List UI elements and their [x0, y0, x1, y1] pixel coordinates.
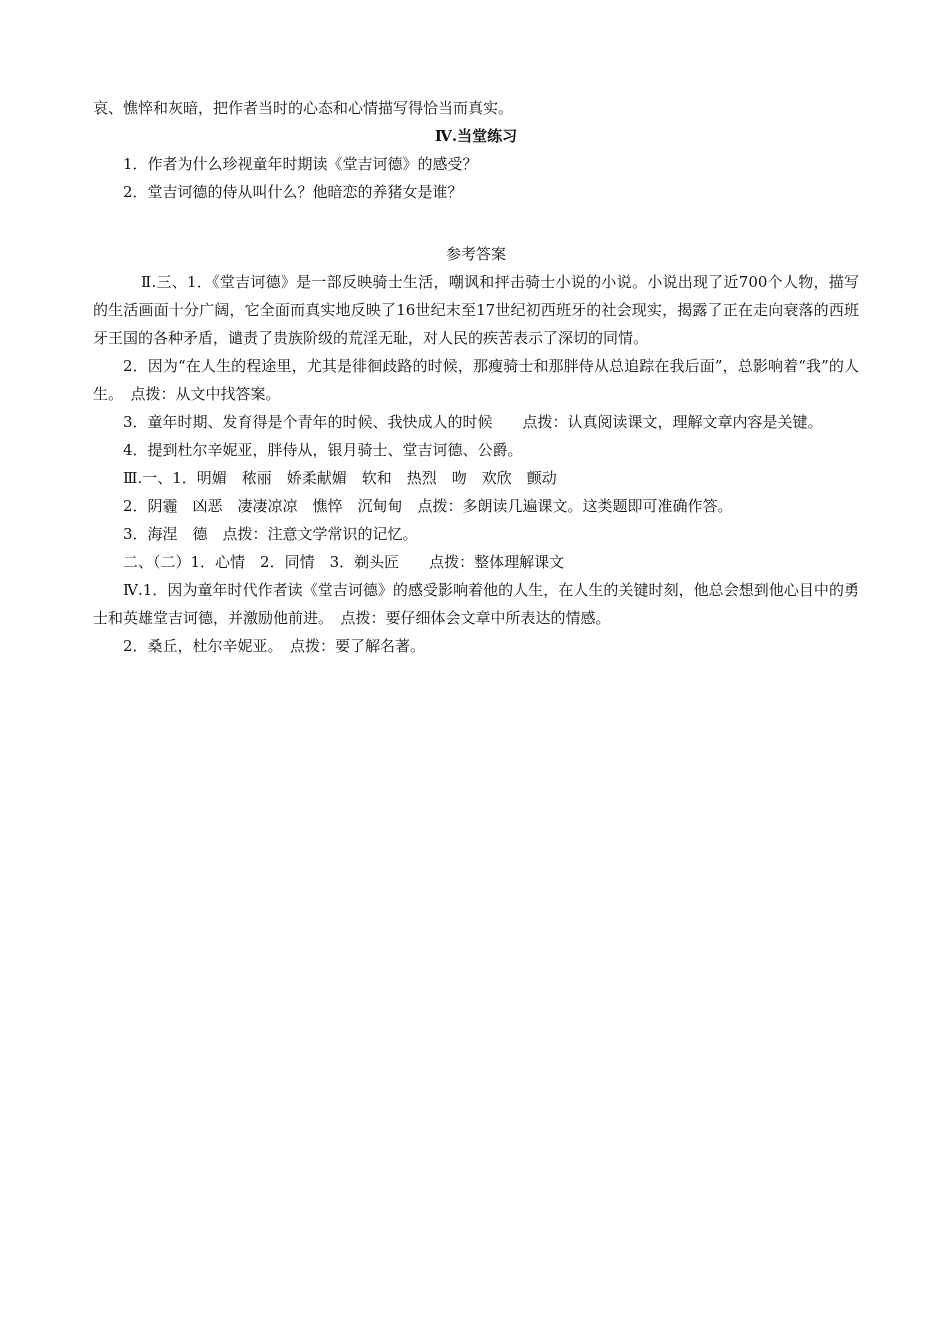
answer-line: Ⅱ.三、1．《堂吉诃德》是一部反映骑士生活，嘲讽和抨击骑士小说的小说。小说出现了近700个人物，描写的生活画面十分广阔，它全面而真实地反映了16世纪末至17世纪初西班牙的社会现实，揭露了正在走向衰落的西班牙王国的各种矛盾，谴责了贵族阶级的荒淫无耻，对人民的疾苦表示了深切的同情。 [93, 273, 859, 347]
answer-line: 3．童年时期、发育得是个青年的时候、我快成人的时候 点拨：认真阅读课文，理解文章内容是关键。 [123, 413, 823, 431]
exercise-section [93, 94, 859, 206]
question-2: 2．堂吉诃德的侍从叫什么？他暗恋的养猪女是谁？ [123, 183, 463, 201]
answer-line: 2．桑丘，杜尔辛妮亚。 点拨：要了解名著。 [123, 637, 426, 655]
question-1: 1．作者为什么珍视童年时期读《堂吉诃德》的感受？ [123, 155, 478, 173]
section-title: Ⅳ.当堂练习 [434, 127, 518, 145]
answer-line: 二、（二）1．心情 2．同情 3．剃头匠 点拨：整体理解课文 [123, 553, 565, 571]
answer-line: 4．提到杜尔辛妮亚，胖侍从，银月骑士、堂吉诃德、公爵。 [123, 441, 523, 459]
answer-line: 3．海涅 德 点拨：注意文学常识的记忆。 [123, 525, 418, 543]
continuation-text: 哀、憔悴和灰暗，把作者当时的心态和心情描写得恰当而真实。 [93, 99, 514, 117]
answer-line: 2．阴霾 凶恶 凄凄凉凉 憔悴 沉甸甸 点拨：多朗读几遍课文。这类题即可准确作答。 [123, 497, 733, 515]
answers-section [93, 240, 859, 660]
answer-line: Ⅳ.1．因为童年时代作者读《堂吉诃德》的感受影响着他的人生，在人生的关键时刻，他总会想到他心目中的勇士和英雄堂吉诃德，并激励他前进。 点拨：要仔细体会文章中所表达的情感。 [93, 581, 859, 627]
answer-line: Ⅲ.一、1．明媚 秾丽 娇柔献媚 软和 热烈 吻 欢欣 颤动 [123, 469, 557, 487]
answer-line: 2．因为“在人生的程途里，尤其是徘徊歧路的时候，那瘦骑士和那胖侍从总追踪在我后面”，总影响着“我”的人生。 点拨：从文中找答案。 [93, 357, 859, 403]
answers-heading: 参考答案 [445, 245, 506, 263]
